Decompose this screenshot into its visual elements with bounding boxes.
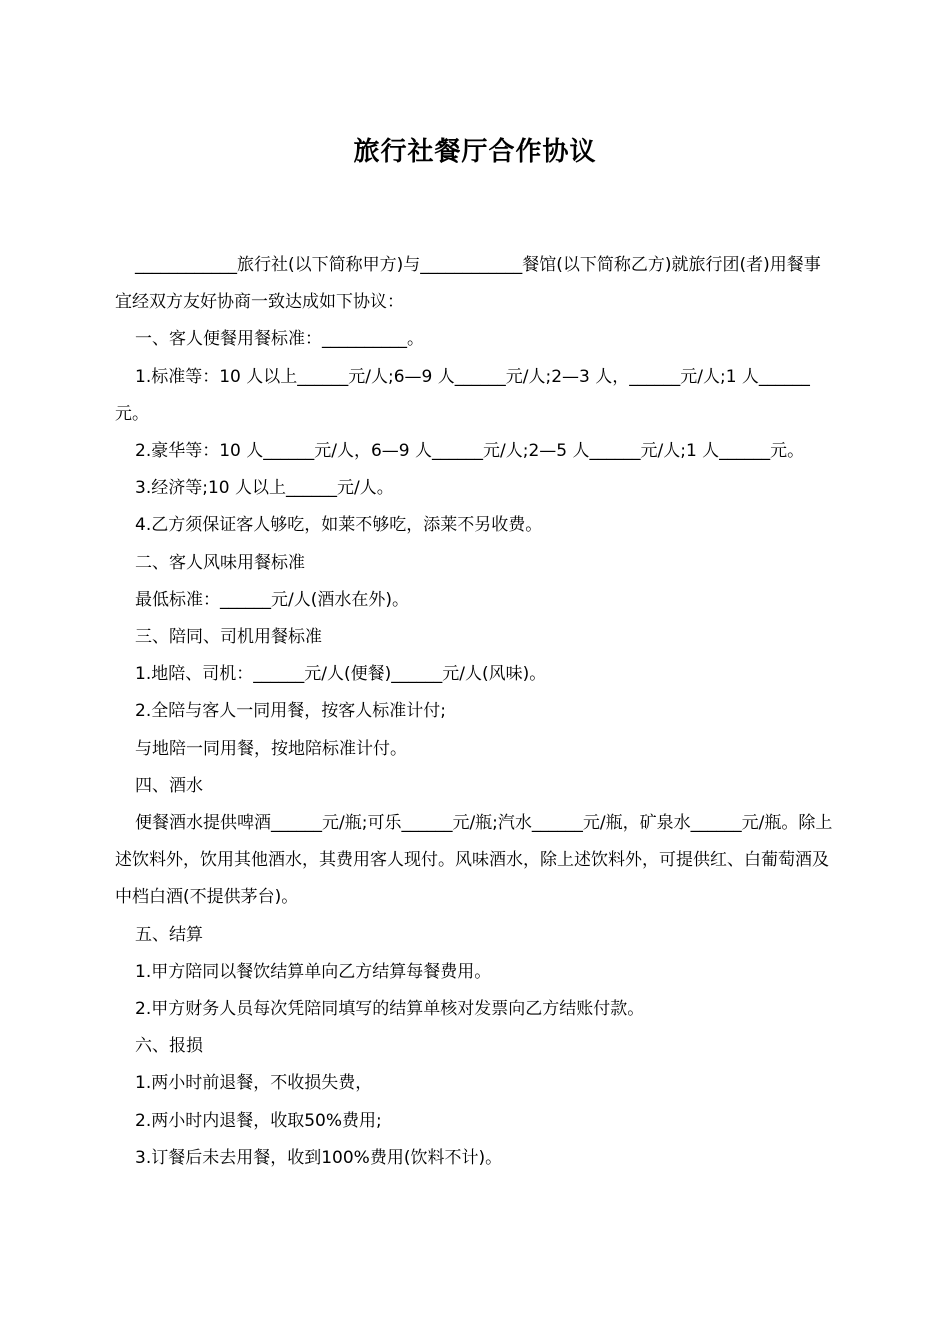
section-1-item-4: 4.乙方须保证客人够吃，如莱不够吃，添莱不另收费。 — [135, 515, 543, 536]
section-1-item-1: 1.标准等：10 人以上______元/人;6—9 人______元/人;2—3 人，______元/人;1 人______元。 — [115, 366, 810, 424]
section-4-heading: 四、酒水 — [135, 775, 203, 796]
section-1-item-2: 2.豪华等：10 人______元/人，6—9 人______元/人;2—5 人______元/人;1 人______元。 — [135, 441, 805, 462]
section-6-heading: 六、报损 — [135, 1036, 203, 1057]
section-6-item-1: 1.两小时前退餐，不收损失费， — [135, 1073, 373, 1094]
section-3-item-1: 1.地陪、司机：______元/人(便餐)______元/人(风味)。 — [135, 664, 547, 685]
intro-paragraph: ____________旅行社(以下简称甲方)与____________餐馆(以下简称乙方)就旅行团(者)用餐事宜经双方友好协商一致达成如下协议： — [115, 255, 821, 313]
section-3-item-2: 2.全陪与客人一同用餐，按客人标准计付; — [135, 701, 446, 722]
document-body — [115, 247, 835, 1177]
section-4-body: 便餐酒水提供啤酒______元/瓶;可乐______元/瓶;汽水______元/瓶，矿泉水______元/瓶。除上述饮料外，饮用其他酒水，其费用客人现付。风味酒水，除上述饮料外，可提供红、白葡萄酒及中档白酒(不提供茅台)。 — [115, 813, 833, 908]
section-5-item-2: 2.甲方财务人员每次凭陪同填写的结算单核对发票向乙方结账付款。 — [135, 999, 645, 1020]
section-5-item-1: 1.甲方陪同以餐饮结算单向乙方结算每餐费用。 — [135, 961, 492, 982]
document-title: 旅行社餐厅合作协议 — [353, 137, 597, 167]
section-1-item-3: 3.经济等;10 人以上______元/人。 — [135, 478, 394, 499]
section-6-item-2: 2.两小时内退餐，收取50%费用; — [135, 1110, 382, 1131]
section-3-item-2b: 与地陪一同用餐，按地陪标准计付。 — [135, 738, 407, 759]
section-3-heading: 三、陪同、司机用餐标准 — [135, 627, 322, 648]
section-2-heading: 二、客人风味用餐标准 — [135, 552, 305, 573]
section-6-item-3: 3.订餐后未去用餐，收到100%费用(饮料不计)。 — [135, 1147, 503, 1168]
section-1-heading: 一、客人便餐用餐标准：__________。 — [135, 329, 424, 350]
section-2-line-1: 最低标准：______元/人(酒水在外)。 — [135, 589, 409, 610]
section-5-heading: 五、结算 — [135, 924, 203, 945]
